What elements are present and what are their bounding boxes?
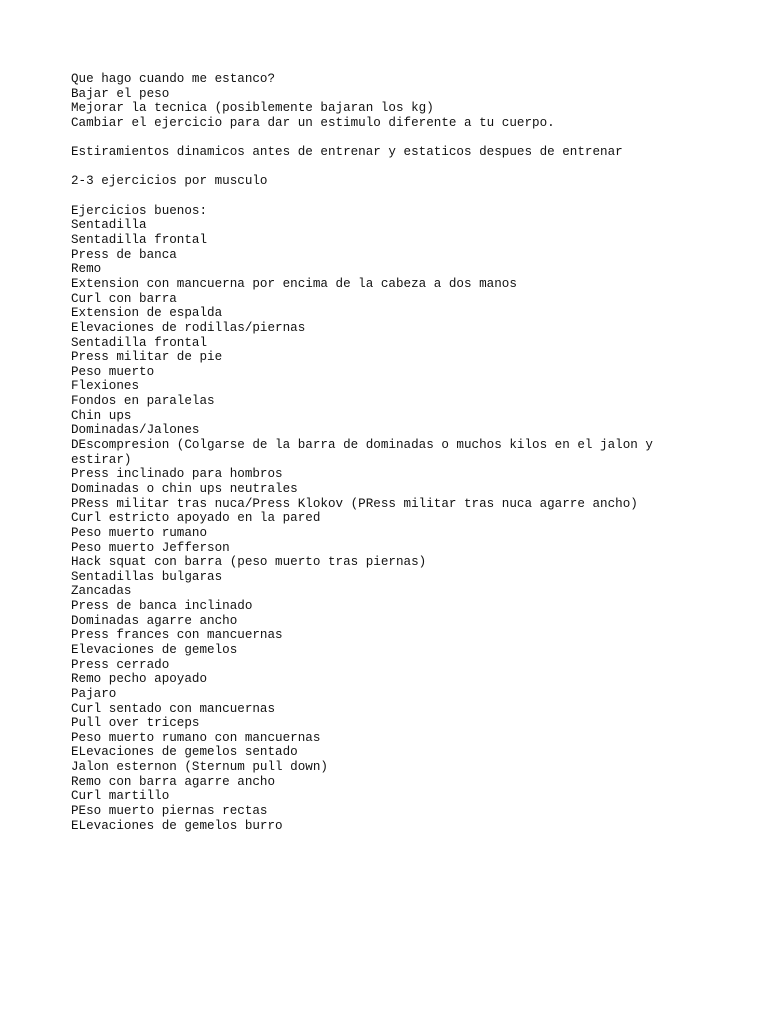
list-item: Zancadas <box>71 584 132 599</box>
list-item: Hack squat con barra (peso muerto tras piernas) <box>71 555 427 570</box>
list-item: Peso muerto <box>71 364 155 379</box>
intro-question: Que hago cuando me estanco? <box>71 72 276 86</box>
list-item: estirar) <box>71 452 132 467</box>
exercise-list-heading: Ejercicios buenos: <box>71 203 208 218</box>
list-item: Remo pecho apoyado <box>71 672 208 687</box>
list-item: Curl estricto apoyado en la pared <box>71 511 321 526</box>
list-item: Curl martillo <box>71 789 170 804</box>
list-item: Fondos en paralelas <box>71 394 215 409</box>
list-item: Elevaciones de rodillas/piernas <box>71 320 306 335</box>
list-item: Extension con mancuerna por encima de la cabeza a dos manos <box>71 276 517 291</box>
spacer <box>71 189 671 204</box>
document-page <box>71 72 671 833</box>
list-item: Flexiones <box>71 379 140 394</box>
spacer <box>71 131 671 146</box>
list-item: DEscompresion (Colgarse de la barra de dominadas o muchos kilos en el jalon y <box>71 438 653 453</box>
list-item: Chin ups <box>71 408 132 423</box>
spacer <box>71 160 671 175</box>
list-item: Press militar de pie <box>71 350 223 365</box>
intro-tip-1: Bajar el peso <box>71 86 170 101</box>
list-item: Elevaciones de gemelos <box>71 642 238 657</box>
list-item: ELevaciones de gemelos burro <box>71 818 283 833</box>
list-item: ELevaciones de gemelos sentado <box>71 745 298 760</box>
list-item: Dominadas/Jalones <box>71 423 200 438</box>
list-item: Dominadas o chin ups neutrales <box>71 481 298 496</box>
list-item: Dominadas agarre ancho <box>71 613 238 628</box>
list-item: Peso muerto rumano con mancuernas <box>71 730 321 745</box>
list-item: Remo con barra agarre ancho <box>71 774 276 789</box>
list-item: Press de banca inclinado <box>71 599 253 614</box>
list-item: Sentadilla frontal <box>71 335 208 350</box>
intro-tip-3: Cambiar el ejercicio para dar un estimulo diferente a tu cuerpo. <box>71 115 555 130</box>
list-item: PEso muerto piernas rectas <box>71 804 268 819</box>
list-item: Peso muerto rumano <box>71 525 208 540</box>
list-item: Remo <box>71 262 102 277</box>
list-item: PRess militar tras nuca/Press Klokov (PRess militar tras nuca agarre ancho) <box>71 496 638 511</box>
exercise-list <box>71 218 671 833</box>
list-item: Press frances con mancuernas <box>71 628 283 643</box>
list-item: Curl sentado con mancuernas <box>71 701 276 716</box>
intro-section <box>71 72 671 131</box>
list-item: Peso muerto Jefferson <box>71 540 230 555</box>
list-item: Sentadilla frontal <box>71 233 208 248</box>
per-muscle-note: 2-3 ejercicios por musculo <box>71 174 268 189</box>
list-item: Press de banca <box>71 247 177 262</box>
list-item: Extension de espalda <box>71 306 223 321</box>
intro-tip-2: Mejorar la tecnica (posiblemente bajaran los kg) <box>71 101 434 116</box>
list-item: Sentadillas bulgaras <box>71 569 223 584</box>
list-item: Jalon esternon (Sternum pull down) <box>71 760 328 775</box>
stretching-note: Estiramientos dinamicos antes de entrenar y estaticos despues de entrenar <box>71 145 623 160</box>
list-item: Sentadilla <box>71 218 147 233</box>
list-item: Pajaro <box>71 686 117 701</box>
list-item: Curl con barra <box>71 291 177 306</box>
list-item: Pull over triceps <box>71 716 200 731</box>
list-item: Press cerrado <box>71 657 170 672</box>
list-item: Press inclinado para hombros <box>71 467 283 482</box>
